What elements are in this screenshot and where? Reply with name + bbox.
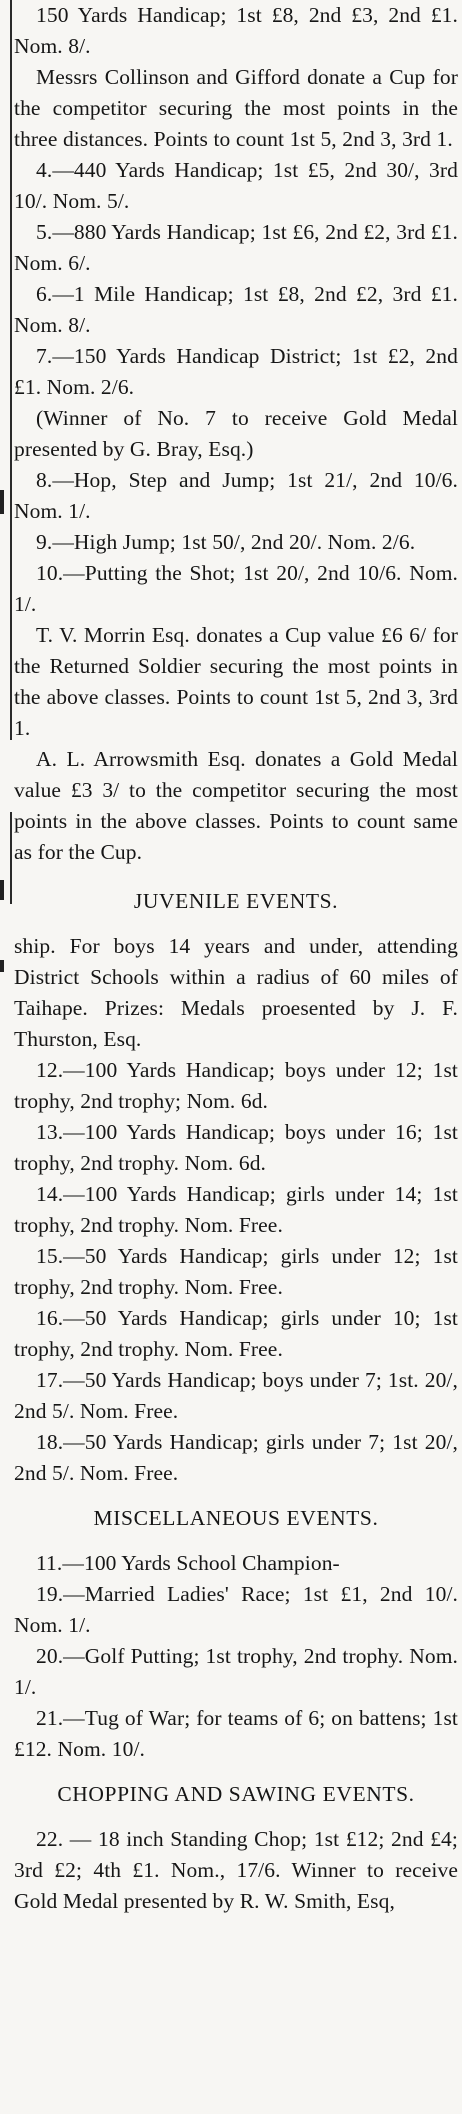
event-item: 15.—50 Yards Handicap; girls under 12; 1st trophy, 2nd trophy. Nom. Free. — [14, 1244, 458, 1299]
event-item: 16.—50 Yards Handicap; girls under 10; 1st trophy, 2nd trophy. Nom. Free. — [14, 1306, 458, 1361]
margin-ink-mark — [0, 880, 4, 900]
cup-donation-note: Messrs Collinson and Gifford donate a Cup for the competitor securing the most points in the three distances. Points to count 1st 5, 2nd 3, 3rd 1. — [14, 65, 458, 151]
event-item: 20.—Golf Putting; 1st trophy, 2nd trophy. Nom. 1/. — [14, 1644, 458, 1699]
event-item: 9.—High Jump; 1st 50/, 2nd 20/. Nom. 2/6. — [36, 530, 416, 554]
event-item: 17.—50 Yards Handicap; boys under 7; 1st. 20/, 2nd 5/. Nom. Free. — [14, 1368, 458, 1423]
event-item: 8.—Hop, Step and Jump; 1st 21/, 2nd 10/6. Nom. 1/. — [14, 468, 458, 523]
juvenile-intro: ship. For boys 14 years and under, attending District Schools within a radius of 60 miles of Taihape. Prizes: Medals proesented by J. F. Thurston, Esq. — [14, 934, 458, 1051]
event-item: 10.—Putting the Shot; 1st 20/, 2nd 10/6. Nom. 1/. — [14, 561, 458, 616]
event-line-150-yards: 150 Yards Handicap; 1st £8, 2nd £3, 2nd £1. Nom. 8/. — [14, 3, 458, 58]
event-item: 4.—440 Yards Handicap; 1st £5, 2nd 30/, 3rd 10/. Nom. 5/. — [14, 158, 458, 213]
event-item: 13.—100 Yards Handicap; boys under 16; 1st trophy, 2nd trophy. Nom. 6d. — [14, 1120, 458, 1175]
morrin-cup-note: T. V. Morrin Esq. donates a Cup value £6 6/ for the Returned Soldier securing the most points in the above classes. Points to count 1st 5, 2nd 3, 3rd 1. — [14, 623, 458, 740]
event-note: (Winner of No. 7 to receive Gold Medal presented by G. Bray, Esq.) — [14, 406, 458, 461]
event-item: 5.—880 Yards Handicap; 1st £6, 2nd £2, 3rd £1. Nom. 6/. — [14, 220, 458, 275]
event-item: 21.—Tug of War; for teams of 6; on battens; 1st £12. Nom. 10/. — [14, 1706, 458, 1761]
event-item: 18.—50 Yards Handicap; girls under 7; 1st 20/, 2nd 5/. Nom. Free. — [14, 1430, 458, 1485]
section-heading-chopping-sawing: CHOPPING AND SAWING EVENTS. — [57, 1782, 415, 1806]
section-heading-miscellaneous: MISCELLANEOUS EVENTS. — [93, 1506, 379, 1530]
sports-programme-article — [14, 0, 458, 1917]
event-item: 14.—100 Yards Handicap; girls under 14; 1st trophy, 2nd trophy. Nom. Free. — [14, 1182, 458, 1237]
margin-ink-mark — [0, 960, 4, 972]
event-item: 7.—150 Yards Handicap District; 1st £2, 2nd £1. Nom. 2/6. — [14, 344, 458, 399]
section-heading-juvenile: JUVENILE EVENTS. — [133, 889, 339, 913]
margin-ink-mark — [0, 490, 4, 514]
event-item: 19.—Married Ladies' Race; 1st £1, 2nd 10/. Nom. 1/. — [14, 1582, 458, 1637]
column-rule — [10, 0, 12, 740]
event-item: 22. — 18 inch Standing Chop; 1st £12; 2nd £4; 3rd £2; 4th £1. Nom., 17/6. Winner to receive Gold Medal presented by R. W. Smith, Esq, — [14, 1827, 458, 1913]
arrowsmith-medal-note: A. L. Arrowsmith Esq. donates a Gold Medal value £3 3/ to the competitor securing the most points in the above classes. Points to count same as for the Cup. — [14, 747, 458, 864]
event-item: 6.—1 Mile Handicap; 1st £8, 2nd £2, 3rd £1. Nom. 8/. — [14, 282, 458, 337]
event-item: 11.—100 Yards School Champion- — [36, 1551, 340, 1575]
event-item: 12.—100 Yards Handicap; boys under 12; 1st trophy, 2nd trophy; Nom. 6d. — [14, 1058, 458, 1113]
column-rule — [10, 812, 12, 904]
